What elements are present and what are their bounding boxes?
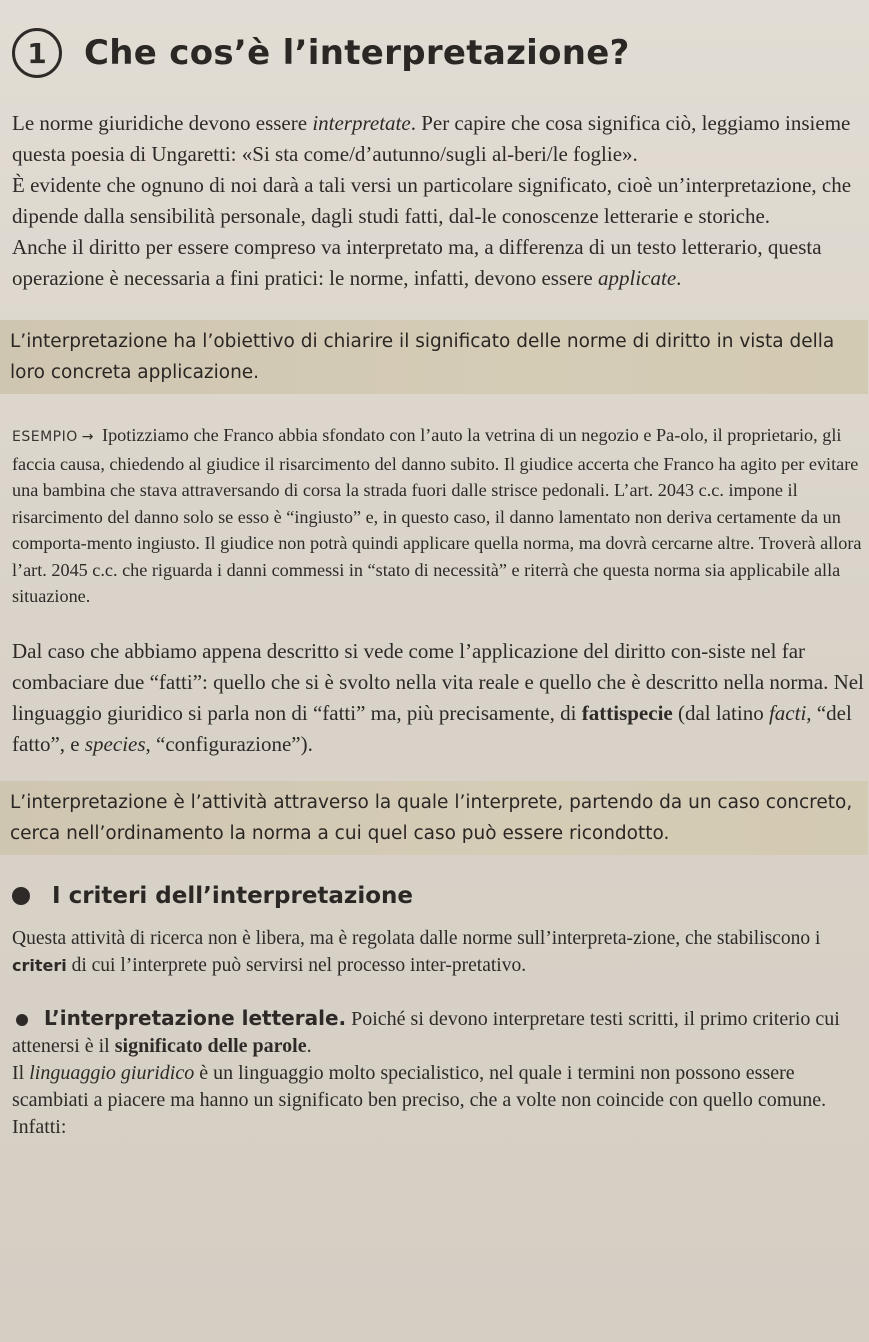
page-title: Che cos’è l’interpretazione? [84,33,630,73]
textbook-page [12,28,864,1141]
arrow-right-icon: → [81,429,94,445]
criteri-heading-text: I criteri dell’interpretazione [52,882,413,909]
bullet-dot-icon [12,887,30,905]
definition-box-1: L’interpretazione ha l’obiettivo di chiarire il significato delle norme di diritto in vista della loro concreta applicazione. [0,320,868,394]
example-label: ESEMPIO [12,429,78,445]
example-block [12,422,864,610]
letterale-paragraph-1: L’interpretazione letterale. Poiché si devono interpretare testi scritti, il primo criterio cui attenersi è il significato delle parole. [12,1005,840,1057]
criteri-paragraph: Questa attività di ricerca non è libera, ma è regolata dalle norme sull’interpreta-zione, che stabiliscono i criteri di cui l’interprete può servirsi nel processo inter-pretativo. [12,927,821,976]
fattispecie-paragraph: Dal caso che abbiamo appena descritto si vede come l’applicazione del diritto con-siste nel far combaciare due “fatti”: quello che si è svolto nella vita reale e quello che è descritto nella norma. Nel linguaggio giuridico si parla non di “fatti” ma, più precisamente, di fattispecie (dal latino facti, “del fatto”, e species, “configurazione”). [12,638,864,756]
example-text: Ipotizziamo che Franco abbia sfondato con l’auto la vetrina di un negozio e Pa-olo, il proprietario, gli faccia causa, chiedendo al giudice il risarcimento del danno subito. Il giudice accerta che Franco ha agito per evitare una bambina che stava attraversando di corsa la strada fuori dalle strisce pedonali. L’art. 2043 c.c. impone il risarcimento del danno solo se esso è “ingiusto” e, in questo caso, il danno lamentato non deriva certamente da un comporta-mento ingiusto. Il giudice non potrà quindi applicare quella norma, ma dovrà cercarne altre. Troverà allora l’art. 2045 c.c. che riguarda i danni commessi in “stato di necessità” e riterrà che questa norma sia applicabile alla situazione. [12,425,862,606]
intro-paragraph-1: Le norme giuridiche devono essere interpretate. Per capire che cosa significa ciò, leggiamo insieme questa poesia di Ungaretti: «Si sta come/d’autunno/sugli al-beri/le foglie». [12,111,851,166]
letterale-paragraph-2: Il linguaggio giuridico è un linguaggio molto specialistico, nel quale i termini non possono essere scambiati a piacere ma hanno un significato ben preciso, che a volte non coincide con quello comune. Infatti: [12,1061,827,1138]
letterale-title: L’interpretazione letterale. [44,1005,347,1030]
section-number: 1 [12,28,62,78]
bullet-dot-icon [16,1014,28,1026]
definition-box-2: L’interpretazione è l’attività attraverso la quale l’interprete, partendo da un caso concreto, cerca nell’ordinamento la norma a cui quel caso può essere ricondotto. [0,781,868,855]
letterale-block [12,1005,864,1141]
criteri-heading [12,883,864,909]
intro-paragraph-3: Anche il diritto per essere compreso va interpretato ma, a differenza di un testo letterario, questa operazione è necessaria a fini pratici: le norme, infatti, devono essere applicate. [12,235,822,290]
intro-paragraph-2: È evidente che ognuno di noi darà a tali versi un particolare significato, cioè un’interpretazione, che dipende dalla sensibilità personale, dagli studi fatti, dal-le conoscenze letterarie e storiche. [12,173,852,228]
section-heading [12,28,864,78]
